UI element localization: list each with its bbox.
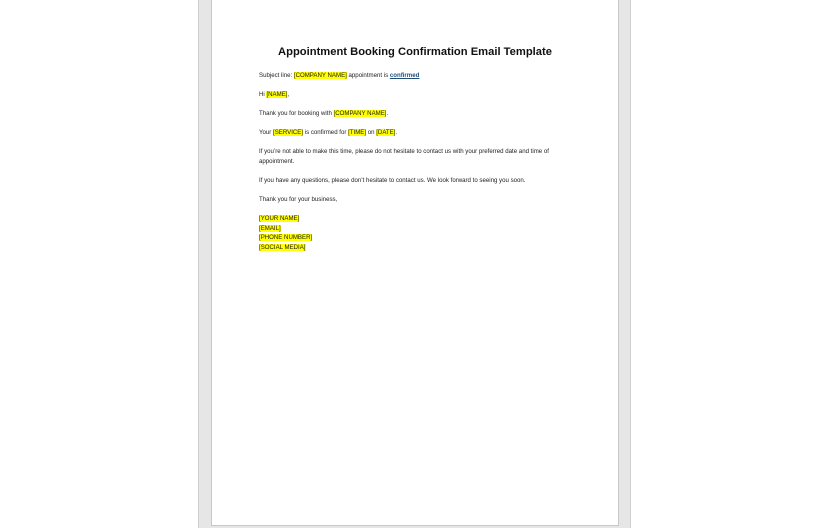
thanks-prefix: Thank you for booking with bbox=[259, 110, 334, 118]
document-body bbox=[259, 71, 575, 253]
thanks-company-placeholder: [COMPANY NAME] bbox=[333, 110, 387, 118]
confirm-prefix: Your bbox=[259, 129, 274, 137]
subject-mid: appointment is bbox=[346, 72, 390, 79]
subject-line bbox=[259, 71, 575, 81]
greeting-name-placeholder: [NAME] bbox=[266, 91, 288, 99]
signature-social-line bbox=[259, 243, 575, 253]
unable-paragraph: If you’re not able to make this time, please do not hesitate to contact us with your preferred date and time of appointment. bbox=[259, 148, 549, 165]
confirmation-line bbox=[259, 128, 575, 138]
signature-email-placeholder: [EMAIL] bbox=[259, 224, 281, 232]
signature-name-placeholder: [YOUR NAME] bbox=[259, 215, 300, 223]
thanks-booking-line bbox=[259, 109, 575, 119]
signature-phone-placeholder: [PHONE NUMBER] bbox=[259, 234, 313, 242]
confirm-suffix: . bbox=[395, 129, 398, 137]
closing-line: Thank you for your business, bbox=[259, 196, 338, 204]
subject-prefix: Subject line: bbox=[259, 72, 294, 79]
confirm-mid2: on bbox=[366, 129, 377, 137]
thanks-suffix: . bbox=[386, 110, 389, 118]
greeting-line bbox=[259, 90, 575, 100]
signature-social-placeholder: [SOCIAL MEDIA] bbox=[259, 243, 306, 251]
subject-status-link[interactable]: confirmed bbox=[389, 72, 420, 79]
signature-email-line bbox=[259, 224, 575, 234]
signature-phone-line bbox=[259, 233, 575, 243]
time-placeholder: [TIME] bbox=[348, 129, 367, 137]
greeting-suffix: , bbox=[287, 91, 290, 99]
greeting-prefix: Hi bbox=[259, 91, 267, 99]
document-title: Appointment Booking Confirmation Email Template bbox=[278, 46, 552, 58]
signature-name-line bbox=[259, 214, 575, 224]
signature-block bbox=[259, 214, 575, 252]
questions-paragraph: If you have any questions, please don’t hesitate to contact us. We look forward to seeing you soon. bbox=[259, 176, 526, 184]
document-page[interactable] bbox=[211, 0, 619, 526]
date-placeholder: [DATE] bbox=[376, 129, 396, 137]
service-placeholder: [SERVICE] bbox=[273, 129, 304, 137]
subject-company-placeholder: [COMPANY NAME] bbox=[293, 72, 347, 79]
confirm-mid1: is confirmed for bbox=[303, 129, 349, 137]
